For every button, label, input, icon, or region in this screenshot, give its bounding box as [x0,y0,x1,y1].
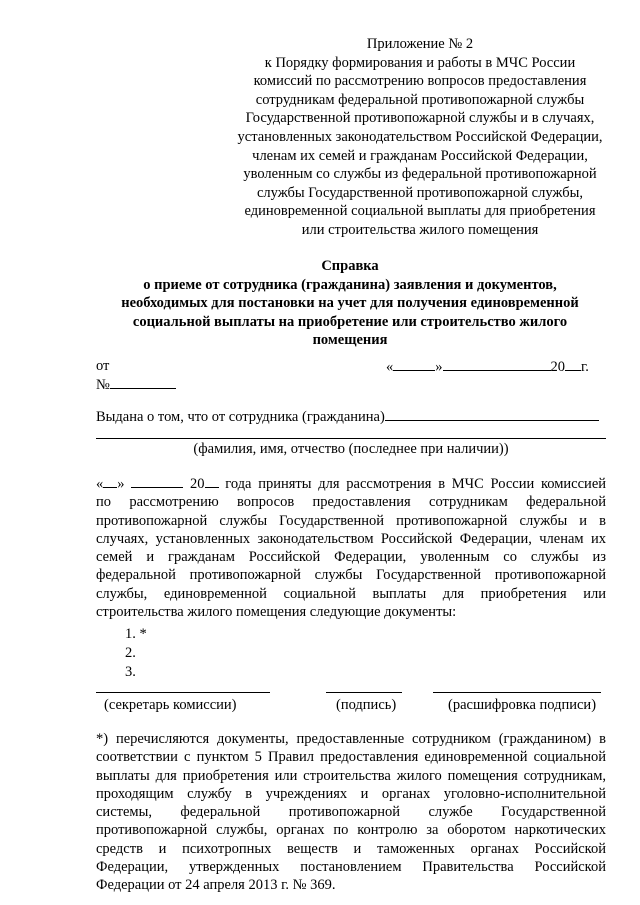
appendix-line: комиссий по рассмотрению вопросов предоставления [253,73,587,90]
body-line: службы, единовременной социальной выплаты для приобретения или [96,585,606,602]
footnote-line: Федерации, утвержденных постановлением Правительства Российской [96,859,606,876]
name-caption: (фамилия, имя, отчество (последнее при наличии)) [193,441,509,457]
list-item: 1. * [125,626,147,642]
date-field [386,357,589,376]
issued-text: Выдана о том, что от сотрудника (гражданина) [96,409,385,425]
appendix-line: службы Государственной противопожарной службы, [256,184,583,201]
body-line: по рассмотрению вопросов предоставления сотрудникам федеральной [96,494,606,511]
number-label: № [96,377,110,393]
documents-list [125,625,147,682]
body-line: федеральной противопожарной службы Государственной противопожарной [96,567,606,584]
body-first-line-rest: года приняты для рассмотрения в МЧС России комиссией [225,476,607,492]
footnote-line: соответствии с пунктом 5 Правил предоставления единовременной социальной [96,749,606,766]
appendix-line: сотрудникам федеральной противопожарной службы [255,91,585,108]
body-line: случаях, установленных законодательством Российской Федерации, членам их [96,530,606,547]
month-blank[interactable] [443,357,551,371]
appendix-line: уволенным со службы из федеральной противопожарной [243,166,597,183]
body-last-line: строительства жилого помещения следующие документы: [96,604,457,621]
day-blank[interactable] [393,357,435,371]
footnote-line: проходящим службу в учреждениях и органах уголовно-исполнительной [96,785,606,802]
list-item: 3. [125,664,136,680]
secretary-underline[interactable] [96,692,270,693]
title-line: о приеме от сотрудника (гражданина) заявления и документов, [143,276,557,293]
appendix-line: единовременной социальной выплаты для приобретения [244,203,596,220]
body-date-open: « [96,476,104,492]
appendix-line: Государственной противопожарной службы и в случаях, [245,110,595,127]
title-line: помещения [312,332,388,348]
footnote-line: системы, федеральной противопожарной службе Государственной [96,804,606,821]
issued-line [96,407,599,426]
body-date-close: » [117,476,125,492]
title-line: Справка [321,258,379,274]
number-field [96,375,176,394]
footnote [96,730,606,895]
year-blank[interactable] [565,357,581,371]
signature-caption: (подпись) [336,697,397,713]
body-line: семей и гражданам Российской Федерации, уволенным со службы из [96,549,606,566]
body-year-prefix: 20 [190,476,205,492]
body-year-blank[interactable] [205,476,219,488]
footnote-line: противопожарной службы, органах по контролю за оборотом наркотических [96,822,606,839]
document-title [90,257,610,350]
from-label: от [96,358,110,374]
date-open-quote: « [386,359,394,375]
decoding-underline[interactable] [433,692,601,693]
list-item: 2. [125,645,136,661]
footnote-line: выплаты для приобретения или строительства жилого помещения сотрудникам, [96,767,606,784]
secretary-caption: (секретарь комиссии) [104,697,237,713]
footnote-line: средств и психотропных веществ и таможенных органах Российской [96,840,606,857]
body-first-line [96,475,606,493]
year-prefix: 20 [550,359,565,375]
footnote-last-line: Федерации от 24 апреля 2013 г. № 369. [96,877,336,894]
body-line: противопожарной службы Государственной противопожарной службы и в [96,512,606,529]
appendix-line: членам их семей и гражданам Российской Федерации, [252,147,588,164]
date-close-quote: » [435,359,443,375]
title-line: необходимых для постановки на учет для получения единовременной [121,295,579,311]
title-line: социальной выплаты на приобретение или строительство жилого [132,313,568,330]
appendix-line: установленных законодательством Российской Федерации, [237,128,603,145]
appendix-line: Приложение № 2 [366,36,474,52]
footnote-line: *) перечисляются документы, предоставленные сотрудником (гражданином) в [96,731,606,747]
name-underline[interactable] [96,438,606,439]
body-paragraph [96,475,606,621]
decoding-caption: (расшифровка подписи) [448,697,597,713]
body-month-blank[interactable] [131,476,183,488]
body-day-blank[interactable] [103,476,117,488]
appendix-header [220,35,620,240]
number-blank[interactable] [110,375,176,389]
citizen-blank[interactable] [385,407,599,421]
year-suffix: г. [581,359,589,375]
appendix-line: к Порядку формирования и работы в МЧС России [264,54,576,71]
signature-underline[interactable] [326,692,402,693]
appendix-line: или строительства жилого помещения [301,221,539,238]
